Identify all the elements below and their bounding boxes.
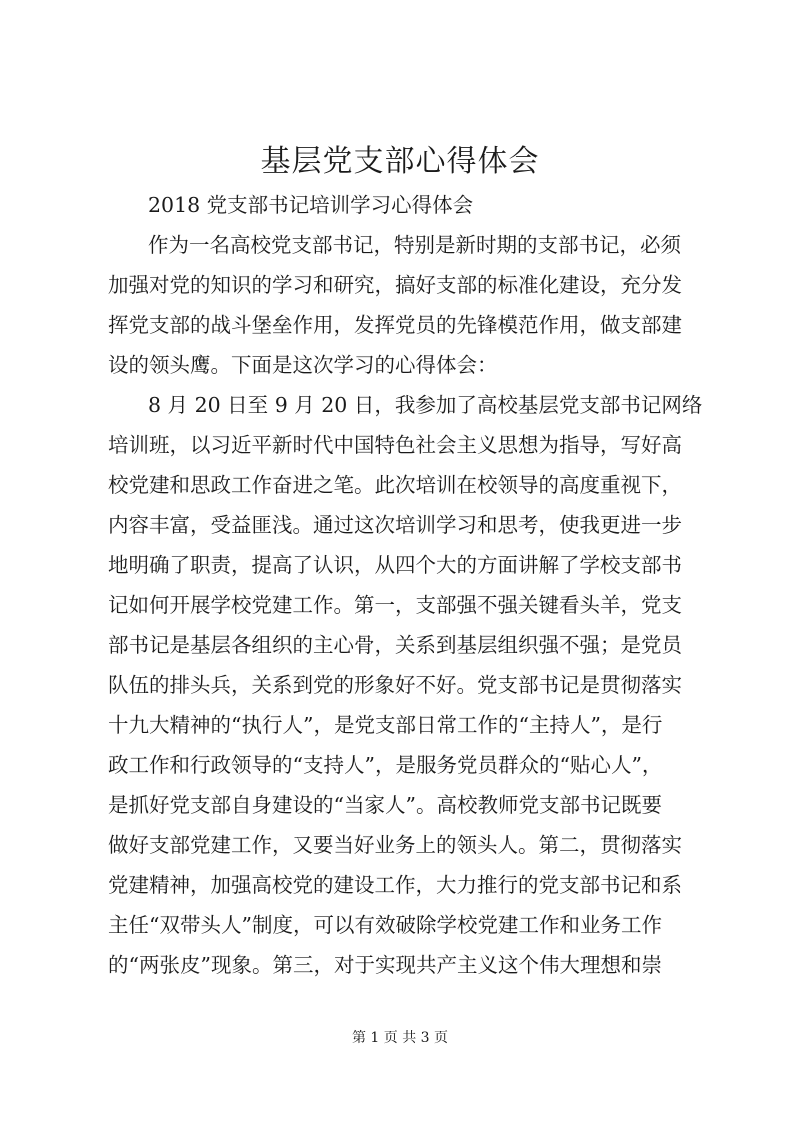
paragraph-line: 挥党支部的战斗堡垒作用，发挥党员的先锋模范作用，做支部建: [108, 313, 682, 337]
paragraph-line: 部书记是基层各组织的主心骨，关系到基层组织强不强；是党员: [108, 633, 682, 657]
paragraph-line: 十九大精神的“执行人”，是党支部日常工作的“主持人”，是行: [108, 713, 663, 737]
document-subtitle: 2018 党支部书记培训学习心得体会: [148, 193, 474, 217]
paragraph-line: 内容丰富，受益匪浅。通过这次培训学习和思考，使我更进一步: [108, 513, 682, 537]
paragraph-line: 队伍的排头兵，关系到党的形象好不好。党支部书记是贯彻落实: [108, 673, 682, 697]
paragraph-line: 主任“双带头人”制度，可以有效破除学校党建工作和业务工作: [108, 913, 662, 937]
paragraph-line: 记如何开展学校党建工作。第一，支部强不强关键看头羊，党支: [108, 593, 682, 617]
page-footer: 第 1 页 共 3 页: [351, 1030, 449, 1046]
paragraph-line: 校党建和思政工作奋进之笔。此次培训在校领导的高度重视下，: [108, 473, 682, 497]
paragraph-line: 地明确了职责，提高了认识，从四个大的方面讲解了学校支部书: [108, 553, 682, 577]
paragraph-line: 的“两张皮”现象。第三，对于实现共产主义这个伟大理想和崇: [108, 953, 662, 977]
paragraph-line: 设的领头鹰。下面是这次学习的心得体会：: [108, 353, 498, 377]
paragraph-line: 8 月 20 日至 9 月 20 日，我参加了高校基层党支部书记网络: [148, 393, 703, 417]
paragraph-line: 作为一名高校党支部书记，特别是新时期的支部书记，必须: [148, 233, 681, 257]
paragraph-line: 加强对党的知识的学习和研究，搞好支部的标准化建设，充分发: [108, 273, 682, 297]
paragraph-line: 政工作和行政领导的“支持人”，是服务党员群众的“贴心人”，: [108, 753, 663, 777]
paragraph-line: 党建精神，加强高校党的建设工作，大力推行的党支部书记和系: [108, 873, 682, 897]
document-title: 基层党支部心得体会: [260, 144, 540, 179]
paragraph-line: 培训班，以习近平新时代中国特色社会主义思想为指导，写好高: [108, 433, 682, 457]
paragraph-line: 是抓好党支部自身建设的“当家人”。高校教师党支部书记既要: [108, 793, 662, 817]
paragraph-line: 做好支部党建工作，又要当好业务上的领头人。第二，贯彻落实: [108, 833, 682, 857]
